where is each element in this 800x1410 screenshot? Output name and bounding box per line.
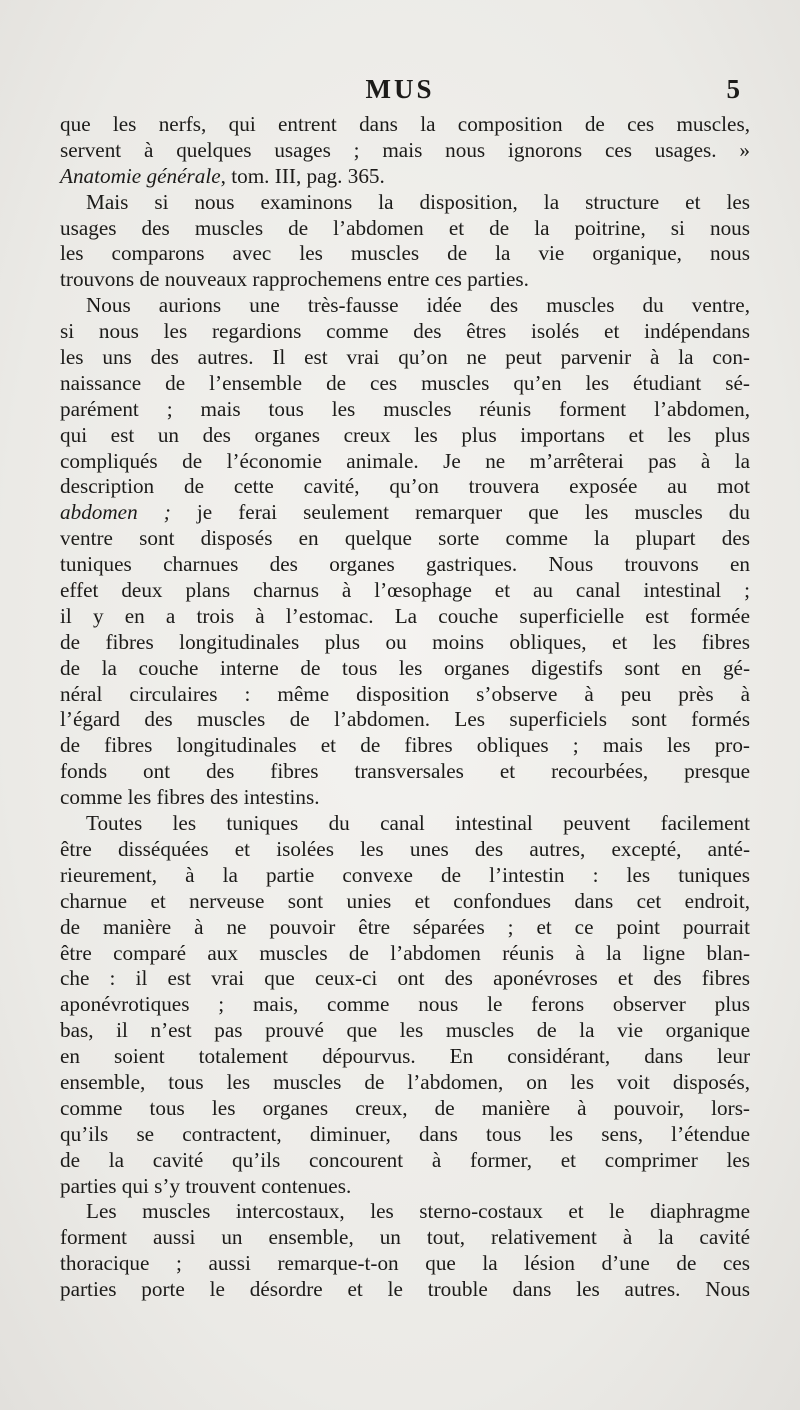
text-line: qui est un des organes creux les plus importans et les plus [60,422,750,447]
text-line: trouvons de nouveaux rapprochemens entre ces parties. [60,267,529,292]
text-line: ventre sont disposés en quelque sorte comme la plupart des [60,526,750,551]
text-line: Les muscles intercostaux, les sterno-costaux et le diaphragme [86,1199,750,1224]
text-line: être disséquées et isolées les unes des autres, excepté, anté- [60,836,750,861]
text-line: Mais si nous examinons la disposition, la structure et les [86,189,750,214]
text-line: l’égard des muscles de l’abdomen. Les superficiels sont formés [60,707,750,732]
text-line: il y en a trois à l’estomac. La couche superficielle est formée [60,603,750,628]
text-line: de fibres longitudinales plus ou moins obliques, et les fibres [60,629,750,654]
text-line: de la couche interne de tous les organes digestifs sont en gé- [60,655,750,680]
text-line: ensemble, tous les muscles de l’abdomen, on les voit disposés, [60,1069,750,1094]
text-line: parément ; mais tous les muscles réunis forment l’abdomen, [60,396,750,421]
text-line: de la cavité qu’ils concourent à former, et comprimer les [60,1147,750,1172]
text-line: les comparons avec les muscles de la vie organique, nous [60,241,750,266]
text-line: être comparé aux muscles de l’abdomen réunis à la ligne blan- [60,940,750,965]
text-line: de fibres longitudinales et de fibres obliques ; mais les pro- [60,733,750,758]
text-line: charnue et nerveuse sont unies et confondues dans cet endroit, [60,888,750,913]
text-line: parties qui s’y trouvent contenues. [60,1173,352,1198]
text-line: thoracique ; aussi remarque-t-on que la lésion d’une de ces [60,1251,750,1276]
text-line: forment aussi un ensemble, un tout, relativement à la cavité [60,1225,750,1250]
text-line: si nous les regardions comme des êtres isolés et indépendans [60,319,750,344]
text-line: comme les fibres des intestins. [60,785,320,810]
text-line: Toutes les tuniques du canal intestinal peuvent facilement [86,811,750,836]
text-line: qu’ils se contractent, diminuer, dans tous les sens, l’étendue [60,1121,750,1146]
text-line: usages des muscles de l’abdomen et de la poitrine, si nous [60,215,750,240]
text-line: che : il est vrai que ceux-ci ont des aponévroses et des fibres [60,966,750,991]
page-header [60,74,740,108]
text-line: bas, il n’est pas prouvé que les muscles de la vie organique [60,1018,750,1043]
text-line: tuniques charnues des organes gastriques. Nous trouvons en [60,552,750,577]
text-line: aponévrotiques ; mais, comme nous le ferons observer plus [60,992,750,1017]
text-line: Anatomie générale, tom. III, pag. 365. [60,163,385,188]
text-line: servent à quelques usages ; mais nous ignorons ces usages. » [60,137,750,162]
text-line: en soient totalement dépourvus. En considérant, dans leur [60,1044,750,1069]
text-line: les uns des autres. Il est vrai qu’on ne peut parvenir à la con- [60,345,750,370]
text-line: naissance de l’ensemble de ces muscles qu’en les étudiant sé- [60,370,750,395]
page-number: 5 [726,74,740,104]
text-line: de manière à ne pouvoir être séparées ; et ce point pourrait [60,914,750,939]
text-line: abdomen ; je ferai seulement remarquer que les muscles du [60,500,750,525]
text-line: effet deux plans charnus à l’œsophage et au canal intestinal ; [60,578,750,603]
text-line: comme tous les organes creux, de manière à pouvoir, lors- [60,1095,750,1120]
text-line: néral circulaires : même disposition s’observe à peu près à [60,681,750,706]
body-text [60,112,750,1303]
text-line: fonds ont des fibres transversales et recourbées, presque [60,759,750,784]
text-line: que les nerfs, qui entrent dans la composition de ces muscles, [60,112,750,136]
text-line: compliqués de l’économie animale. Je ne m’arrêterai pas à la [60,448,750,473]
text-line: parties porte le désordre et le trouble dans les autres. Nous [60,1277,750,1302]
running-head: MUS [365,74,435,104]
term-italic: abdomen ; [60,500,171,525]
book-title-italic: Anatomie générale [60,163,221,188]
text-line: description de cette cavité, qu’on trouvera exposée au mot [60,474,750,499]
text-line: rieurement, à la partie convexe de l’intestin : les tuniques [60,862,750,887]
text-line: Nous aurions une très-fausse idée des muscles du ventre, [86,293,750,318]
